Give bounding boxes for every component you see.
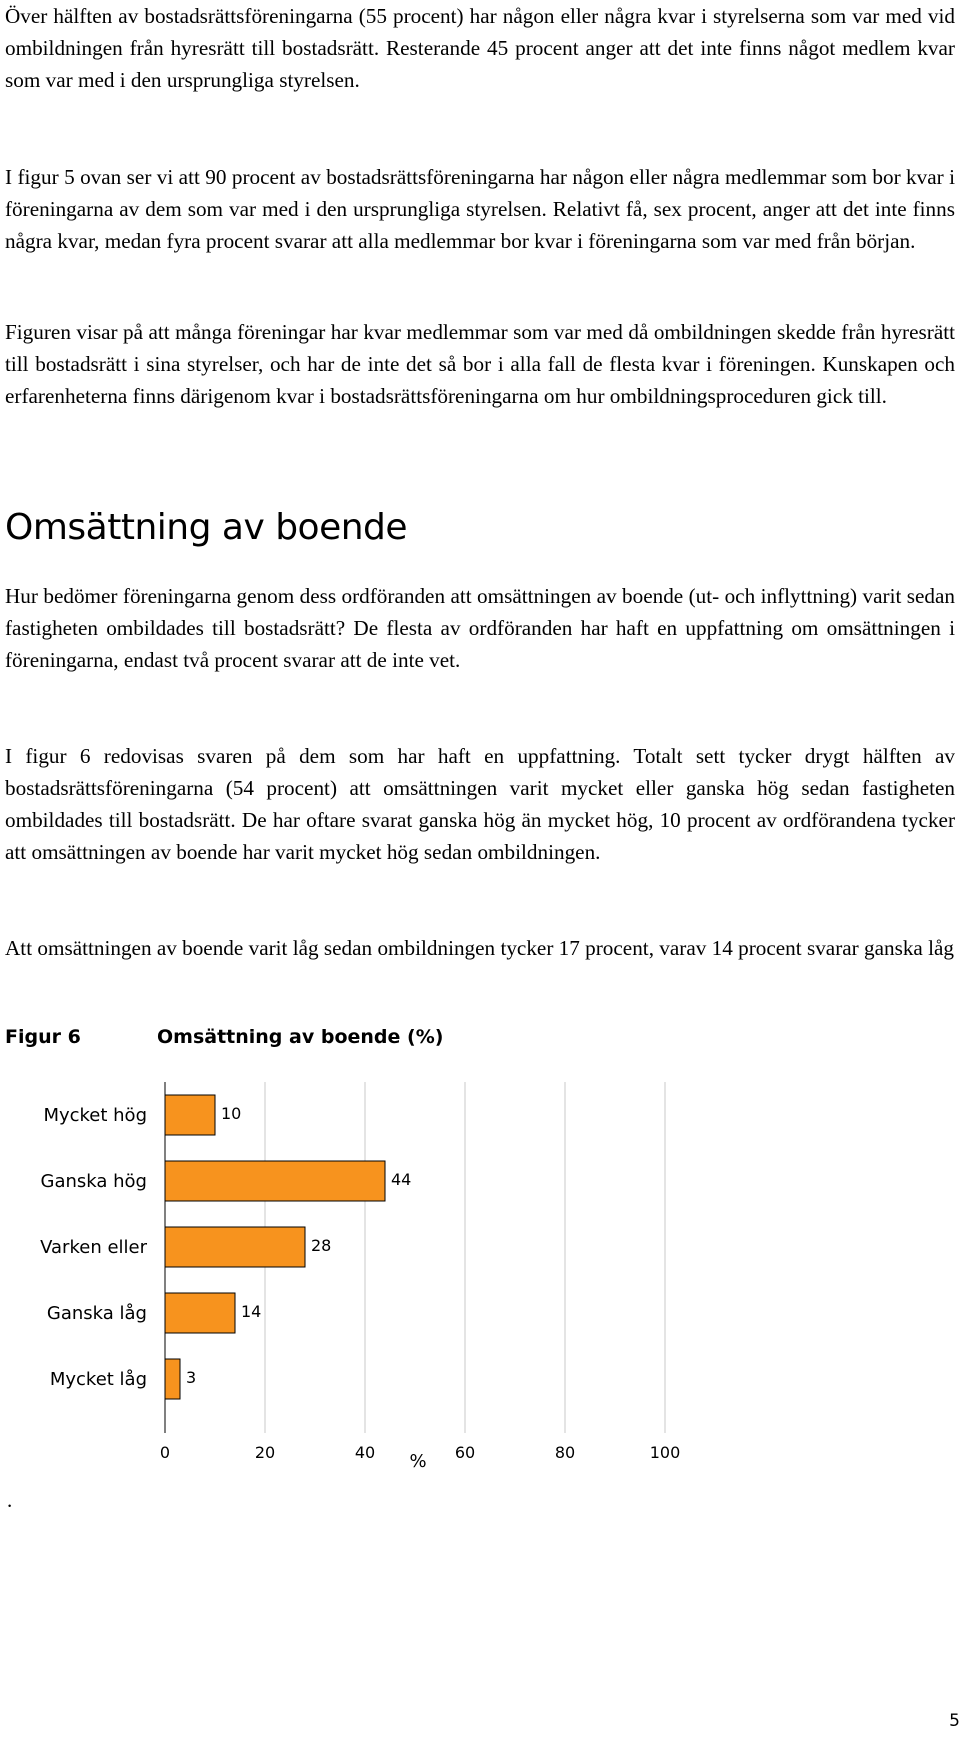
figure-title: Omsättning av boende (%)	[157, 1026, 444, 1048]
paragraph-low-turnover: Att omsättningen av boende varit låg sedan ombildningen tycker 17 procent, varav 14 procent svarar ganska låg	[5, 936, 955, 960]
chart-value-label: 14	[241, 1302, 262, 1321]
page-number: 5	[949, 1711, 960, 1731]
paragraph-figure-interpretation: Figuren visar på att många föreningar har kvar medlemmar som var med då ombildningen skedde från hyresrätt till bostadsrätt i sina styrelser, och har de inte det så bor i alla fall de flesta kvar i föreningen. Kunskapen och erfarenheterna finns därigenom kvar i bostadsrättsföreningarna om hur ombildningsproceduren gick till.	[5, 320, 955, 408]
chart-bar	[165, 1095, 215, 1135]
chart-x-tick-label: 0	[159, 1443, 171, 1462]
chart-category-label: Ganska hög	[40, 1171, 147, 1192]
section-heading: Omsättning av boende	[5, 507, 408, 548]
figure-label: Figur 6	[5, 1026, 81, 1048]
chart-bar	[165, 1161, 385, 1201]
chart-x-axis-label: %	[409, 1451, 427, 1472]
chart-category-label: Varken eller	[40, 1237, 147, 1258]
chart-x-tick-label: 60	[454, 1443, 476, 1462]
chart-value-label: 44	[391, 1170, 412, 1189]
bar-chart	[0, 1060, 960, 1480]
chart-value-label: 10	[221, 1104, 242, 1123]
chart-value-label: 28	[311, 1236, 332, 1255]
paragraph-figure-6-summary: I figur 6 redovisas svaren på dem som har haft en uppfattning. Totalt sett tycker drygt hälften av bostadsrättsföreningarna (54 procent) att omsättningen varit mycket eller ganska hög sedan fastigheten ombildades till bostadsrätt. De har oftare svarat ganska hög än mycket hög, 10 procent av ordförandena tycker att omsättningen av boende har varit mycket hög sedan ombildningen.	[5, 744, 955, 864]
chart-bar	[165, 1293, 235, 1333]
chart-category-label: Mycket hög	[43, 1105, 147, 1126]
chart-category-label: Mycket låg	[49, 1369, 147, 1390]
paragraph-turnover-question: Hur bedömer föreningarna genom dess ordföranden att omsättningen av boende (ut- och inflyttning) varit sedan fastigheten ombildades till bostadsrätt? De flesta av ordföranden har haft en uppfattning om omsättningen i föreningarna, endast två procent svarar att de inte vet.	[5, 584, 955, 672]
paragraph-board-members: Över hälften av bostadsrättsföreningarna (55 procent) har någon eller några kvar i styrelserna som var med vid ombildningen från hyresrätt till bostadsrätt. Resterande 45 procent anger att det inte finns något medlem kvar som var med i den ursprungliga styrelsen.	[5, 4, 955, 92]
chart-x-tick-label: 40	[354, 1443, 376, 1462]
chart-bar	[165, 1359, 180, 1399]
chart-value-label: 3	[186, 1368, 197, 1387]
chart-category-labels	[40, 1105, 147, 1390]
chart-bar	[165, 1227, 305, 1267]
chart-x-tick-label: 20	[254, 1443, 276, 1462]
chart-category-label: Ganska låg	[46, 1303, 147, 1324]
chart-bars	[165, 1095, 385, 1399]
chart-x-tick-label: 100	[649, 1443, 681, 1462]
chart-x-tick-label: 80	[554, 1443, 576, 1462]
paragraph-figure-5-summary: I figur 5 ovan ser vi att 90 procent av bostadsrättsföreningarna har någon eller några medlemmar som bor kvar i föreningarna av dem som var med i den ursprungliga styrelsen. Relativt få, sex procent, anger att det inte finns några kvar, medan fyra procent svarar att alla medlemmar bor kvar i föreningarna som var med från början.	[5, 165, 955, 253]
trailing-dot: .	[7, 1488, 13, 1512]
